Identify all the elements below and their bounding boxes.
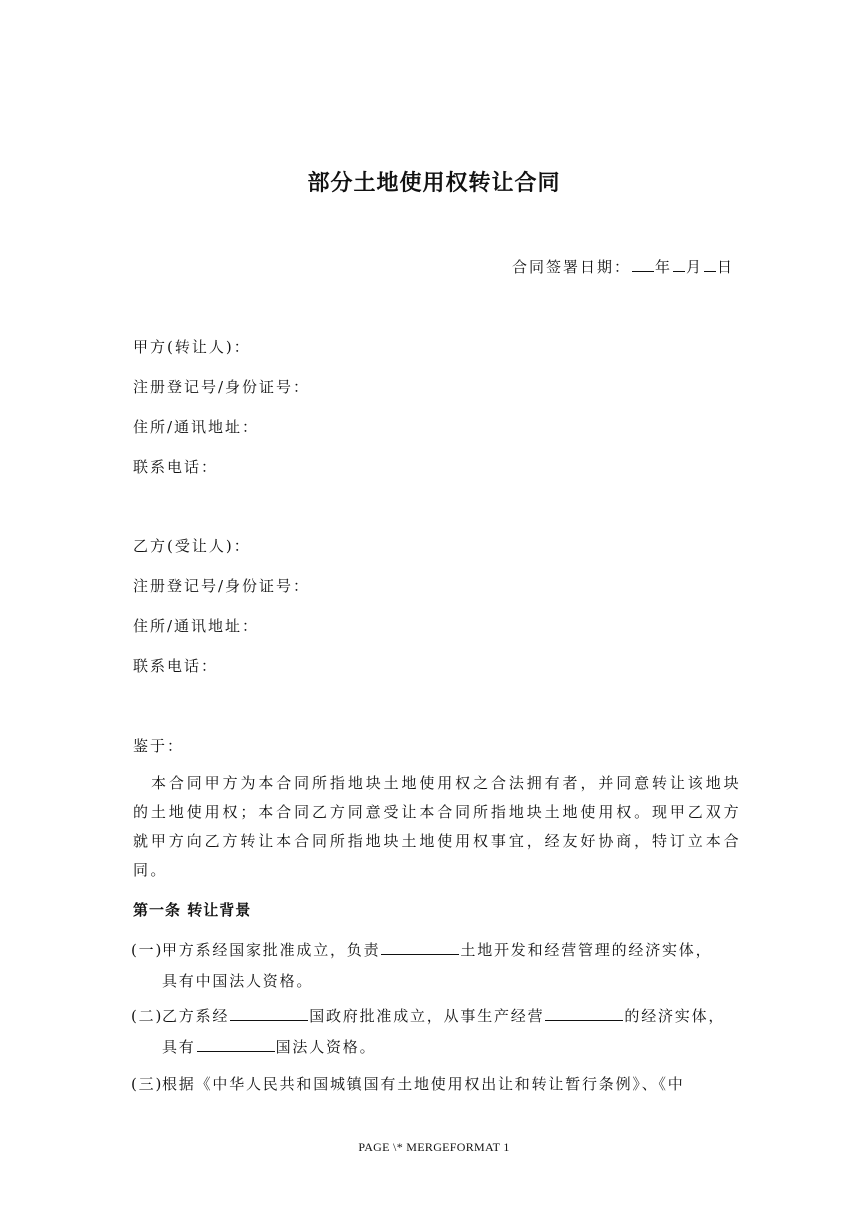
fill-blank xyxy=(381,953,459,955)
article-1-title: 第一条 转让背景 xyxy=(133,901,252,919)
whereas-paragraph: 本合同甲方为本合同所指地块土地使用权之合法拥有者，并同意转让该地块的土地使用权；本合同乙方同意受让本合同所指地块土地使用权。现甲乙双方就甲方向乙方转让本合同所指地块土地使用权事宜，经友好协商，特订立本合同。 xyxy=(133,774,741,879)
item-number: (一) xyxy=(131,941,164,959)
month-label: 月 xyxy=(685,258,703,276)
party-b-id-label: 注册登记号/身份证号： xyxy=(133,577,311,595)
party-a-name-label: 甲方(转让人)： xyxy=(133,338,251,356)
item-number: (二) xyxy=(131,1007,164,1025)
year-blank xyxy=(632,270,654,272)
party-a-phone-label: 联系电话： xyxy=(133,458,219,476)
item-text-part: 乙方系经 xyxy=(162,1007,230,1025)
item-text-part: 甲方系经国家批准成立，负责 xyxy=(162,941,381,959)
party-b-phone-label: 联系电话： xyxy=(133,657,219,675)
fill-blank xyxy=(230,1019,308,1021)
item-text xyxy=(162,1001,745,1032)
page-footer: PAGE \* MERGEFORMAT 1 xyxy=(358,1140,510,1154)
item-text: 根据《中华人民共和国城镇国有土地使用权出让和转让暂行条例》、《中 xyxy=(162,1075,685,1093)
item-text-part: 具有 xyxy=(162,1038,196,1056)
day-blank xyxy=(704,270,716,272)
sign-date xyxy=(512,256,734,277)
item-number: (三) xyxy=(131,1075,164,1093)
item-text-part: 国政府批准成立，从事生产经营 xyxy=(309,1007,545,1025)
fill-blank xyxy=(545,1019,623,1021)
item-text xyxy=(162,935,745,966)
year-label: 年 xyxy=(654,258,672,276)
party-a-address-label: 住所/通讯地址： xyxy=(133,418,260,436)
item-text-part: 国法人资格。 xyxy=(275,1038,377,1056)
party-b-address-label: 住所/通讯地址： xyxy=(133,617,260,635)
item-continuation: 具有中国法人资格。 xyxy=(162,972,314,990)
party-a-id-label: 注册登记号/身份证号： xyxy=(133,378,311,396)
item-continuation xyxy=(162,1032,376,1063)
item-text-part: 的经济实体， xyxy=(624,1007,726,1025)
day-label: 日 xyxy=(716,258,734,276)
document-title: 部分土地使用权转让合同 xyxy=(307,170,561,196)
month-blank xyxy=(673,270,685,272)
whereas-label: 鉴于： xyxy=(133,737,185,755)
party-b-name-label: 乙方(受让人)： xyxy=(133,537,251,555)
item-text-part: 土地开发和经营管理的经济实体， xyxy=(460,941,713,959)
sign-date-label: 合同签署日期： xyxy=(511,258,631,276)
fill-blank xyxy=(197,1050,275,1052)
